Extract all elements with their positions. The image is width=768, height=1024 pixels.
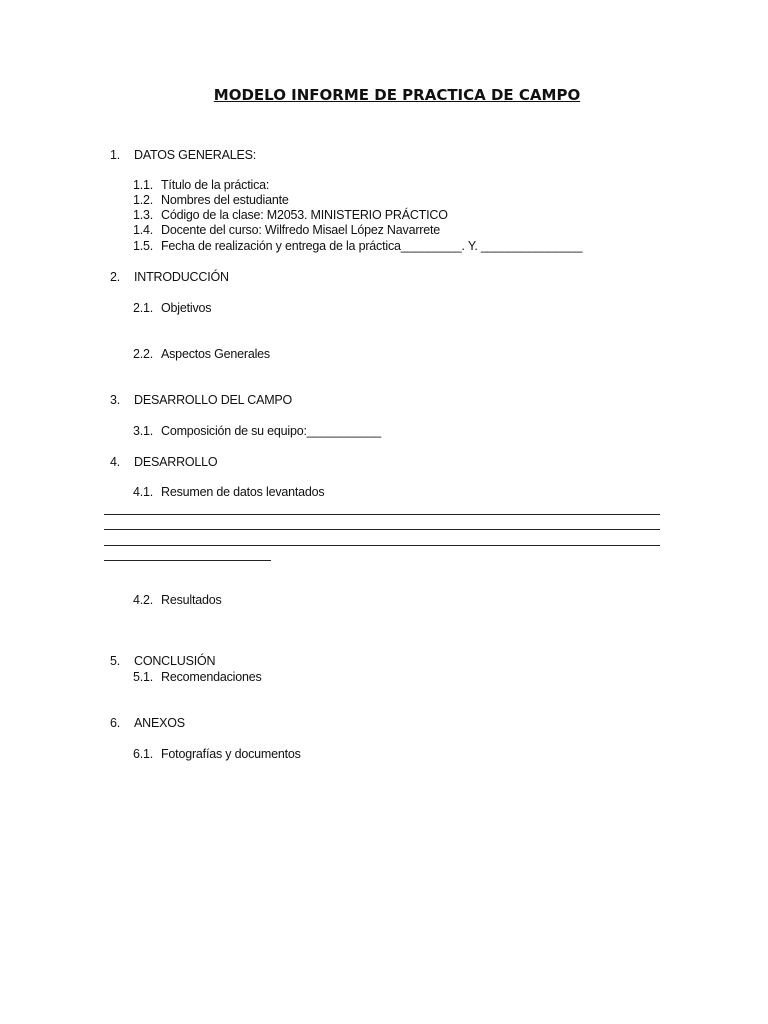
section-number: 2. [110, 270, 121, 284]
item-4-1 [133, 485, 324, 500]
item-1-2 [133, 193, 289, 208]
item-number: 3.1. [133, 424, 154, 438]
item-label: Resumen de datos levantados [161, 485, 325, 499]
section-label: INTRODUCCIÓN [134, 270, 229, 284]
item-number: 4.1. [133, 485, 154, 499]
section-number: 6. [110, 716, 121, 730]
item-5-1 [133, 670, 262, 685]
item-1-3 [133, 208, 448, 223]
item-label: Docente del curso: Wilfredo Misael López Navarrete [161, 223, 441, 237]
blank-line [104, 560, 271, 561]
document-title: MODELO INFORME DE PRACTICA DE CAMPO [213, 86, 581, 104]
item-number: 1.5. [133, 239, 154, 253]
section-number: 4. [110, 455, 121, 469]
section-label: DESARROLLO [134, 455, 218, 469]
item-label: Resultados [161, 593, 222, 607]
item-1-1 [133, 178, 269, 193]
item-number: 1.2. [133, 193, 154, 207]
item-6-1 [133, 747, 301, 762]
item-1-5 [133, 239, 582, 254]
section-3-heading [110, 393, 292, 408]
item-2-2 [133, 347, 270, 362]
section-5-heading [110, 654, 215, 669]
item-1-4 [133, 223, 440, 238]
section-label: CONCLUSIÓN [134, 654, 216, 668]
item-label: Código de la clase: M2053. MINISTERIO PRÁCTICO [161, 208, 448, 222]
section-4-heading [110, 455, 217, 470]
section-1-heading [110, 148, 256, 163]
item-label: Objetivos [161, 301, 212, 315]
section-label: DATOS GENERALES: [134, 148, 257, 162]
section-number: 5. [110, 654, 121, 668]
blank-line [104, 529, 660, 530]
item-label: Aspectos Generales [161, 347, 270, 361]
item-number: 1.1. [133, 178, 154, 192]
section-label: DESARROLLO DEL CAMPO [134, 393, 293, 407]
item-number: 1.4. [133, 223, 154, 237]
section-6-heading [110, 716, 185, 731]
blank-line [104, 545, 660, 546]
item-label: Título de la práctica: [161, 178, 270, 192]
item-number: 2.1. [133, 301, 154, 315]
item-label: Fotografías y documentos [161, 747, 301, 761]
item-number: 2.2. [133, 347, 154, 361]
item-label: Recomendaciones [161, 670, 262, 684]
item-label: Nombres del estudiante [161, 193, 289, 207]
section-number: 3. [110, 393, 121, 407]
item-3-1 [133, 424, 381, 439]
section-2-heading [110, 270, 229, 285]
item-number: 4.2. [133, 593, 154, 607]
section-label: ANEXOS [134, 716, 185, 730]
item-4-2 [133, 593, 222, 608]
item-number: 1.3. [133, 208, 154, 222]
item-number: 5.1. [133, 670, 154, 684]
section-number: 1. [110, 148, 121, 162]
item-label: Composición de su equipo:___________ [161, 424, 382, 438]
item-number: 6.1. [133, 747, 154, 761]
item-label: Fecha de realización y entrega de la práctica_________. Y. _______________ [161, 239, 583, 253]
item-2-1 [133, 301, 211, 316]
blank-line [104, 514, 660, 515]
